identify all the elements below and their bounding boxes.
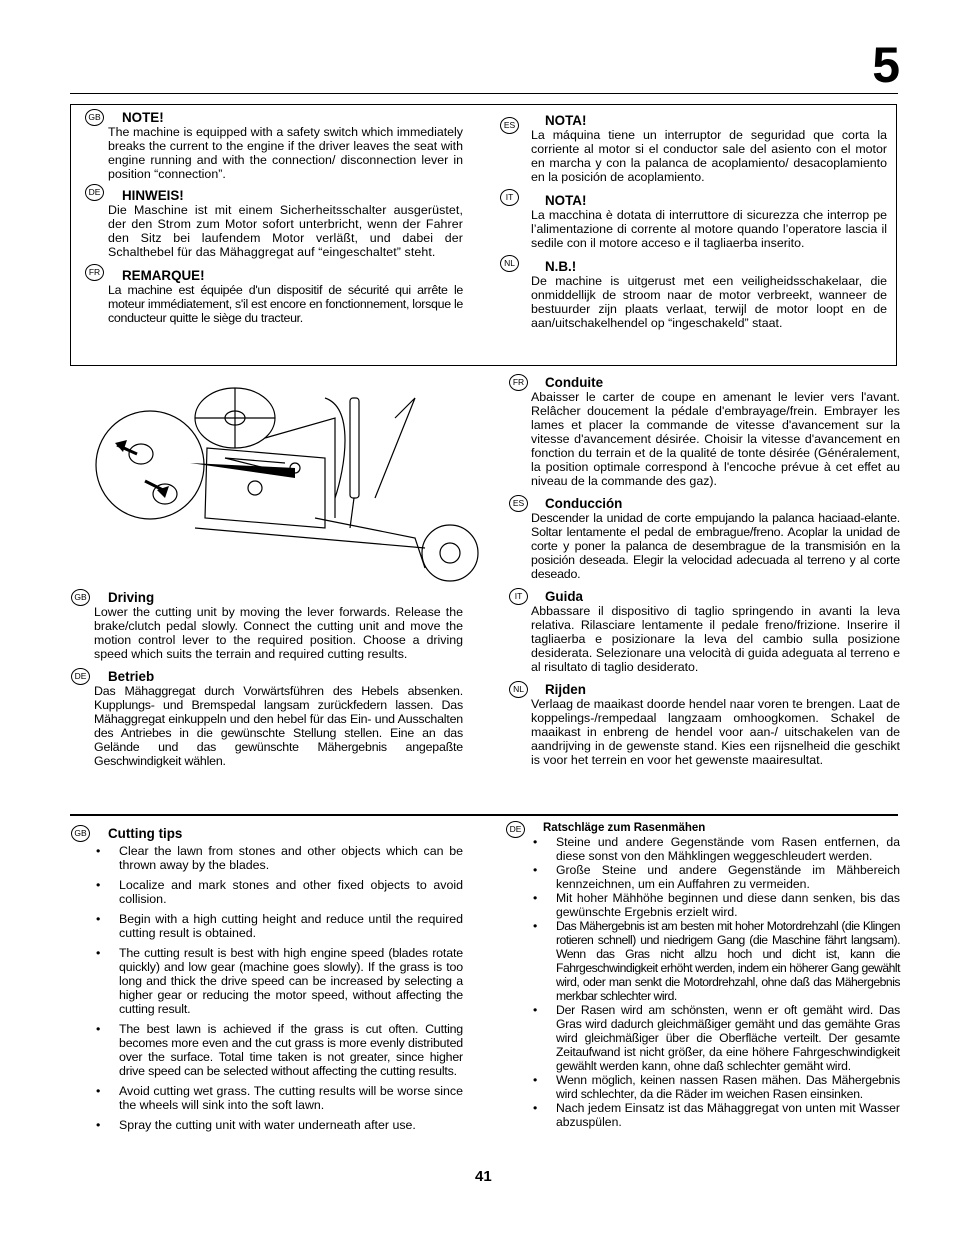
lang-badge: IT xyxy=(500,189,519,206)
list-item: • Spray the cutting unit with water underneath after use. xyxy=(94,1118,463,1132)
section-title: Rijden xyxy=(545,682,586,697)
rear-wheel xyxy=(422,525,478,581)
tractor-seat-illustration xyxy=(95,378,485,590)
list-item: • Avoid cutting wet grass. The cutting results will be worse since the wheels will sink into the soft lawn. xyxy=(94,1084,463,1112)
list-item: • Localize and mark stones and other fixed objects to avoid collision. xyxy=(94,878,463,906)
lang-badge: GB xyxy=(71,825,90,842)
list-item: • Mit hoher Mähhöhe beginnen und diese dann senken, bis das gewünschte Ergebnis erzielt wird. xyxy=(531,891,900,919)
lang-badge: ES xyxy=(509,495,528,512)
section-text: Abbassare il dispositivo di taglio springendo in avanti la leva relativa. Rilasciare lentamente il pedale freno/frizione. Inserire il tagliaerba e posizionare la leva del cambio sulla posizione desiderata. Selezionare una velocità di guida adeguata al terreno e al risultato di taglio desiderato. xyxy=(531,604,900,674)
list-item: • Clear the lawn from stones and other objects which can be thrown away by the blades. xyxy=(94,844,463,872)
note-title: NOTA! xyxy=(545,193,587,208)
note-text: The machine is equipped with a safety switch which immediately breaks the current to the engine if the driver leaves the seat with engine running and with the connection/ disconnection lever in position “connection”. xyxy=(108,125,463,181)
lang-badge: DE xyxy=(85,184,104,201)
note-title: NOTE! xyxy=(122,110,164,125)
list-item: • Wenn möglich, keinen nassen Rasen mähen. Das Mähergebnis wird schlechter, da die Räder im weichen Rasen einsinken. xyxy=(531,1073,900,1101)
section-title: Driving xyxy=(108,590,155,605)
lang-badge: IT xyxy=(509,588,528,605)
lang-badge: FR xyxy=(509,374,528,391)
section-divider xyxy=(70,814,898,816)
chapter-number: 5 xyxy=(872,37,900,93)
note-title: HINWEIS! xyxy=(122,188,184,203)
cutting-tips-right xyxy=(509,822,900,1129)
detail-magnifier-circle xyxy=(96,411,204,519)
note-text: La máquina tiene un interruptor de seguridad que corta la corriente al motor si el conductor sale del asiento con el motor en marcha y con la palanca de acoplamiento/ desacoplamiento en la posición de acoplamiento. xyxy=(531,128,887,184)
note-text: La machine est équipée d'un dispositif de sécurité qui arrête le moteur immédiatement, s'il est encore en fonctionnement, lorsque le conducteur quitte le siège du tracteur. xyxy=(108,283,463,325)
lang-badge: DE xyxy=(506,821,525,838)
driving-left-column xyxy=(74,590,463,768)
lang-badge: DE xyxy=(71,668,90,685)
cutting-tips-left xyxy=(74,826,463,1138)
list-item: • The cutting result is best with high engine speed (blades rotate quickly) and low gear (machine goes slowly). If the grass is too long and thick the drive speed can be increased by selecting a higher gear or reducing the motor speed, without affecting the cutting result. xyxy=(94,946,463,1016)
header-rule xyxy=(70,93,898,94)
note-text: Die Maschine ist mit einem Sicherheitsschalter ausgerüstet, der den Strom zum Motor sofort unterbricht, wenn der Fahrer den Sitz bei laufendem Motor verläßt, und dabei der Schalthebel für das Mähaggregat auf “eingeschaltet” steht. xyxy=(108,203,463,259)
note-title: NOTA! xyxy=(545,113,587,128)
lang-badge: GB xyxy=(85,109,104,126)
list-item: • Große Steine und andere Gegenstände im Mähbereich kennzeichnen, um ein Auffahren zu vermeiden. xyxy=(531,863,900,891)
note-title: REMARQUE! xyxy=(122,268,205,283)
note-text: La macchina è dotata di interruttore di sicurezza che interrop pe l’alimentazione di corrente al motore quando l’operatore lascia il sedile con il motore acceso e il tagliaerba inserito. xyxy=(531,208,887,250)
list-item: • Nach jedem Einsatz ist das Mähaggregat von unten mit Wasser abzuspülen. xyxy=(531,1101,900,1129)
section-text: Lower the cutting unit by moving the lever forwards. Release the brake/clutch pedal slowly. Connect the cutting unit and move the motion control lever to the required position. Choose a driving speed which suits the terrain and required cutting results. xyxy=(94,605,463,661)
section-text: Descender la unidad de corte empujando la palanca haciaad-elante. Soltar lentamente el pedal de embrague/freno. Acoplar la unidad de corte y poner la palanca de desembrague de la transmisión en la posición deseada. Elegir la velocidad adecuada al terreno y al corte deseado. xyxy=(531,511,900,581)
section-title: Cutting tips xyxy=(108,826,183,841)
lang-badge: NL xyxy=(500,255,519,272)
lang-badge: GB xyxy=(71,589,90,606)
lang-badge: ES xyxy=(500,117,519,134)
section-text: Abaisser le carter de coupe en amenant le levier vers l'avant. Relâcher doucement la pédale d'embrayage/frein. Embrayer les lames et placer la commande de vitesse d'avancement sur la vitesse d'avancement désirée. Choisir la vitesse d'avancement en fonction du terrain et de la qualité de tonte désirée (Généralement, la position optimale correspond à l'encoche prévue à cet effet au niveau de la commande des gaz). xyxy=(531,390,900,488)
notes-right-column xyxy=(503,113,887,330)
lever-handle xyxy=(350,398,359,498)
driving-right-column xyxy=(512,375,900,767)
notes-left-column xyxy=(88,110,463,325)
lang-badge: FR xyxy=(85,264,104,281)
note-title: N.B.! xyxy=(545,259,577,274)
section-title: Conducción xyxy=(545,496,623,511)
list-item: • The best lawn is achieved if the grass is cut often. Cutting becomes more even and the cut grass is more evenly distributed over the surface. Total time taken is not greater, since higher drive speed can be selected without affecting the cutting results. xyxy=(94,1022,463,1078)
lang-badge: NL xyxy=(509,681,528,698)
section-text: Verlaag de maaikast doorde hendel naar voren te brengen. Laat de koppelings-/rempedaal langzaam omhoogkomen. Schakel de maaikast in enbreng de hendel voor aan-/ uitschakelen van de aandrijving in de gewenste stand. Kies een rijsnelheid die geschikt is voor het terrein en voor het gewenste maairesultat. xyxy=(531,697,900,767)
tips-list xyxy=(94,844,463,1132)
section-title: Guida xyxy=(545,589,583,604)
tips-list xyxy=(531,835,900,1129)
section-title: Conduite xyxy=(545,375,604,390)
list-item: • Das Mähergebnis ist am besten mit hoher Motordrehzahl (die Klingen rotieren schnell) und niedrigem Gang (die Maschine fährt langsam). Wenn das Gras nicht allzu hoch und dicht ist, kann die Fahrgeschwindigkeit erhöht werden, indem ein höherer Gang gewählt wird, oder man senkt die Motordrehzahl, ohne daß das Mähergebnis merkbar schlechter wird. xyxy=(531,919,900,1003)
section-text: Das Mähaggregat durch Vorwärtsführen des Hebels absenken. Kupplungs- und Bremspedal langsam zurückfedern lassen. Das Mähaggregat einkuppeln und den hebel für das Ein- und Ausschalten des Antriebes in die gewünschte Stellung stellen. Eine an das Gelände und das gewünschte Mähergebnis angepaßte Geschwindigkeit wählen. xyxy=(94,684,463,768)
section-title: Betrieb xyxy=(108,669,155,684)
list-item: • Steine und andere Gegenstände vom Rasen entfernen, da diese sonst von den Mähklingen weggeschleudert werden. xyxy=(531,835,900,863)
list-item: • Begin with a high cutting height and reduce until the required cutting result is obtained. xyxy=(94,912,463,940)
section-title: Ratschläge zum Rasenmähen xyxy=(543,822,706,834)
note-text: De machine is uitgerust met een veiligheidsschakelaar, die onmiddellijk de stroom naar de motor verbreekt, wanneer de bestuurder zijn plaats verlaat, terwijl de motor loopt en de aan/uitschakelhendel op “ingeschakeld” staat. xyxy=(531,274,887,330)
page-number: 41 xyxy=(475,1168,492,1185)
list-item: • Der Rasen wird am schönsten, wenn er oft gemäht wird. Das Gras wird dadurch gleichmäßiger gemäht und das gemähte Gras wird gleichmäßiger über die Oberfläche verteilt. Der gesamte Zeitaufwand ist nicht größer, da eine höhere Fahrgeschwindigkeit gewählt werden kann, ohne daß schlechter gemäht wird. xyxy=(531,1003,900,1073)
